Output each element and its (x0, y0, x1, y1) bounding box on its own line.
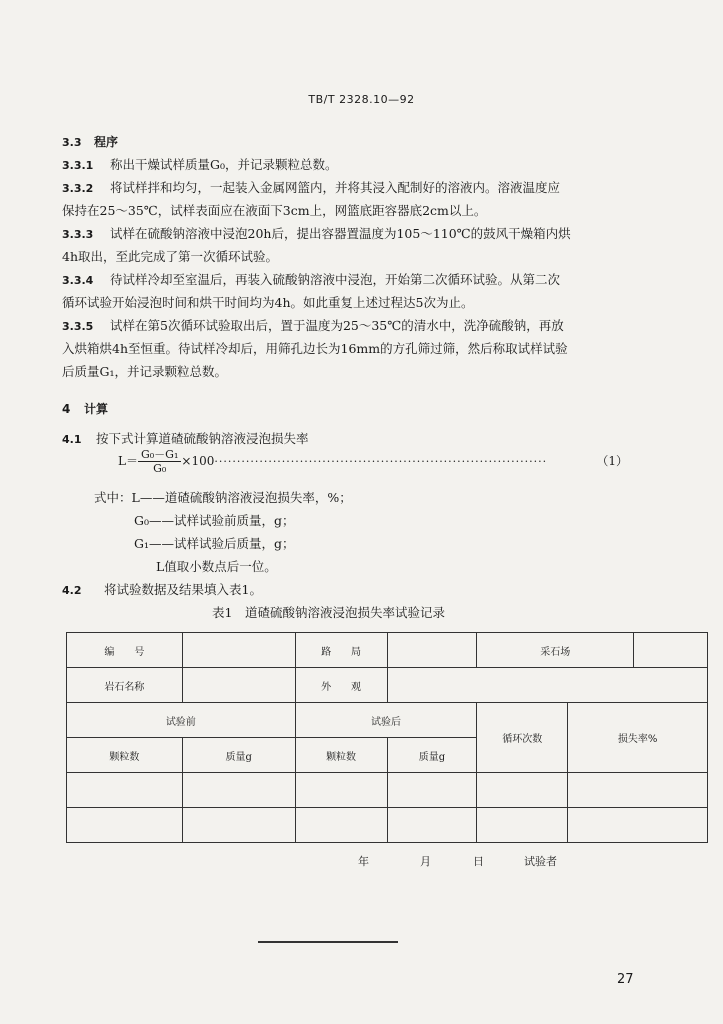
quarry-label: 采石场 (477, 633, 634, 668)
step-3-3-3-cont: 4h取出，至此完成了第一次循环试验。 (62, 249, 279, 264)
formula-lhs: L＝ (118, 454, 138, 468)
item-number: 4.1 (62, 433, 82, 446)
mass-before-header: 质量g (182, 738, 295, 773)
item-4-2 (62, 578, 262, 602)
step-3-3-4 (62, 268, 560, 292)
step-number: 3.3.1 (62, 159, 94, 172)
quarry-value (634, 633, 708, 668)
page-number: 27 (617, 972, 634, 987)
data-cell (67, 773, 183, 808)
document-header: TB/T 2328.10—92 (308, 93, 415, 106)
formula-factor: ×100 (181, 454, 215, 468)
section-title: 程序 (94, 135, 119, 149)
step-text: 称出干燥试样质量G₀，并记录颗粒总数。 (110, 157, 338, 172)
data-cell (568, 773, 708, 808)
step-number: 3.3.5 (62, 320, 94, 333)
section-4-heading (62, 397, 108, 421)
loss-rate-header: 损失率% (568, 703, 708, 773)
step-3-3-1 (62, 153, 338, 177)
grains-after-header: 颗粒数 (295, 738, 387, 773)
where-line-4: L值取小数点后一位。 (156, 559, 277, 574)
grains-before-header: 颗粒数 (67, 738, 183, 773)
appearance-value (387, 668, 708, 703)
table-caption: 表1 道碴硫酸钠溶液浸泡损失率试验记录 (212, 605, 445, 620)
table-row (67, 773, 708, 808)
step-3-3-5-cont-2: 后质量G₁，并记录颗粒总数。 (62, 364, 227, 379)
formula-denominator: G₀ (153, 462, 167, 475)
table-row (67, 808, 708, 843)
id-label: 编 号 (67, 633, 183, 668)
item-text: 按下式计算道碴硫酸钠溶液浸泡损失率 (96, 431, 309, 446)
step-3-3-5-cont-1: 入烘箱烘4h至恒重。待试样冷却后，用筛孔边长为16mm的方孔筛过筛，然后称取试样试验 (62, 341, 568, 356)
record-table (66, 632, 708, 843)
data-cell (477, 773, 568, 808)
formula-leaders: ·········································································· (214, 455, 548, 468)
road-bureau-value (387, 633, 477, 668)
equation-number: （1） (596, 454, 628, 468)
table-row (67, 633, 708, 668)
data-cell (568, 808, 708, 843)
section-number: 3.3 (62, 136, 82, 149)
formula (118, 448, 628, 475)
step-number: 3.3.3 (62, 228, 94, 241)
step-3-3-2-cont: 保持在25～35℃，试样表面应在液面下3cm上，网篮底距容器底2cm以上。 (62, 203, 487, 218)
data-cell (295, 808, 387, 843)
step-text: 将试样拌和均匀，一起装入金属网篮内，并将其浸入配制好的溶液内。溶液温度应 (110, 180, 561, 195)
cycles-header: 循环次数 (477, 703, 568, 773)
table-row (67, 703, 708, 738)
section-number: 4 (62, 402, 71, 416)
data-cell (387, 773, 477, 808)
appearance-label: 外 观 (295, 668, 387, 703)
step-3-3-2 (62, 176, 560, 200)
signature-year: 年 (358, 855, 369, 868)
data-cell (182, 808, 295, 843)
road-bureau-label: 路 局 (295, 633, 387, 668)
data-cell (295, 773, 387, 808)
before-test-header: 试验前 (67, 703, 296, 738)
where-intro: 式中： (94, 490, 132, 505)
rock-name-label: 岩石名称 (67, 668, 183, 703)
id-value (182, 633, 295, 668)
footer-rule (258, 941, 398, 943)
where-line-1 (94, 486, 352, 509)
where-def: L——道碴硫酸钠溶液浸泡损失率，%； (131, 490, 352, 505)
rock-name-value (182, 668, 295, 703)
section-3-3-heading (62, 130, 118, 154)
formula-fraction (138, 448, 181, 475)
step-number: 3.3.4 (62, 274, 94, 287)
where-line-2: G₀——试样试验前质量，g； (134, 513, 295, 528)
data-cell (387, 808, 477, 843)
after-test-header: 试验后 (295, 703, 477, 738)
signature-month: 月 (420, 855, 431, 868)
item-text: 将试验数据及结果填入表1。 (104, 582, 262, 597)
table-row (67, 668, 708, 703)
formula-numerator: G₀－G₁ (138, 448, 181, 462)
step-3-3-3 (62, 222, 571, 246)
step-3-3-4-cont: 循环试验开始浸泡时间和烘干时间均为4h。如此重复上述过程达5次为止。 (62, 295, 474, 310)
section-title: 计算 (84, 402, 109, 416)
step-text: 待试样冷却至室温后，再装入硫酸钠溶液中浸泡，开始第二次循环试验。从第二次 (110, 272, 561, 287)
step-number: 3.3.2 (62, 182, 94, 195)
data-cell (67, 808, 183, 843)
data-cell (477, 808, 568, 843)
signature-day: 日 (473, 855, 484, 868)
step-text: 试样在硫酸钠溶液中浸泡20h后，提出容器置温度为105～110℃的鼓风干燥箱内烘 (110, 226, 571, 241)
step-3-3-5 (62, 314, 564, 338)
data-cell (182, 773, 295, 808)
mass-after-header: 质量g (387, 738, 477, 773)
signature-tester: 试验者 (524, 855, 557, 868)
where-line-3: G₁——试样试验后质量，g； (134, 536, 295, 551)
item-number: 4.2 (62, 584, 82, 597)
step-text: 试样在第5次循环试验取出后，置于温度为25～35℃的清水中，洗净硫酸钠，再放 (110, 318, 564, 333)
